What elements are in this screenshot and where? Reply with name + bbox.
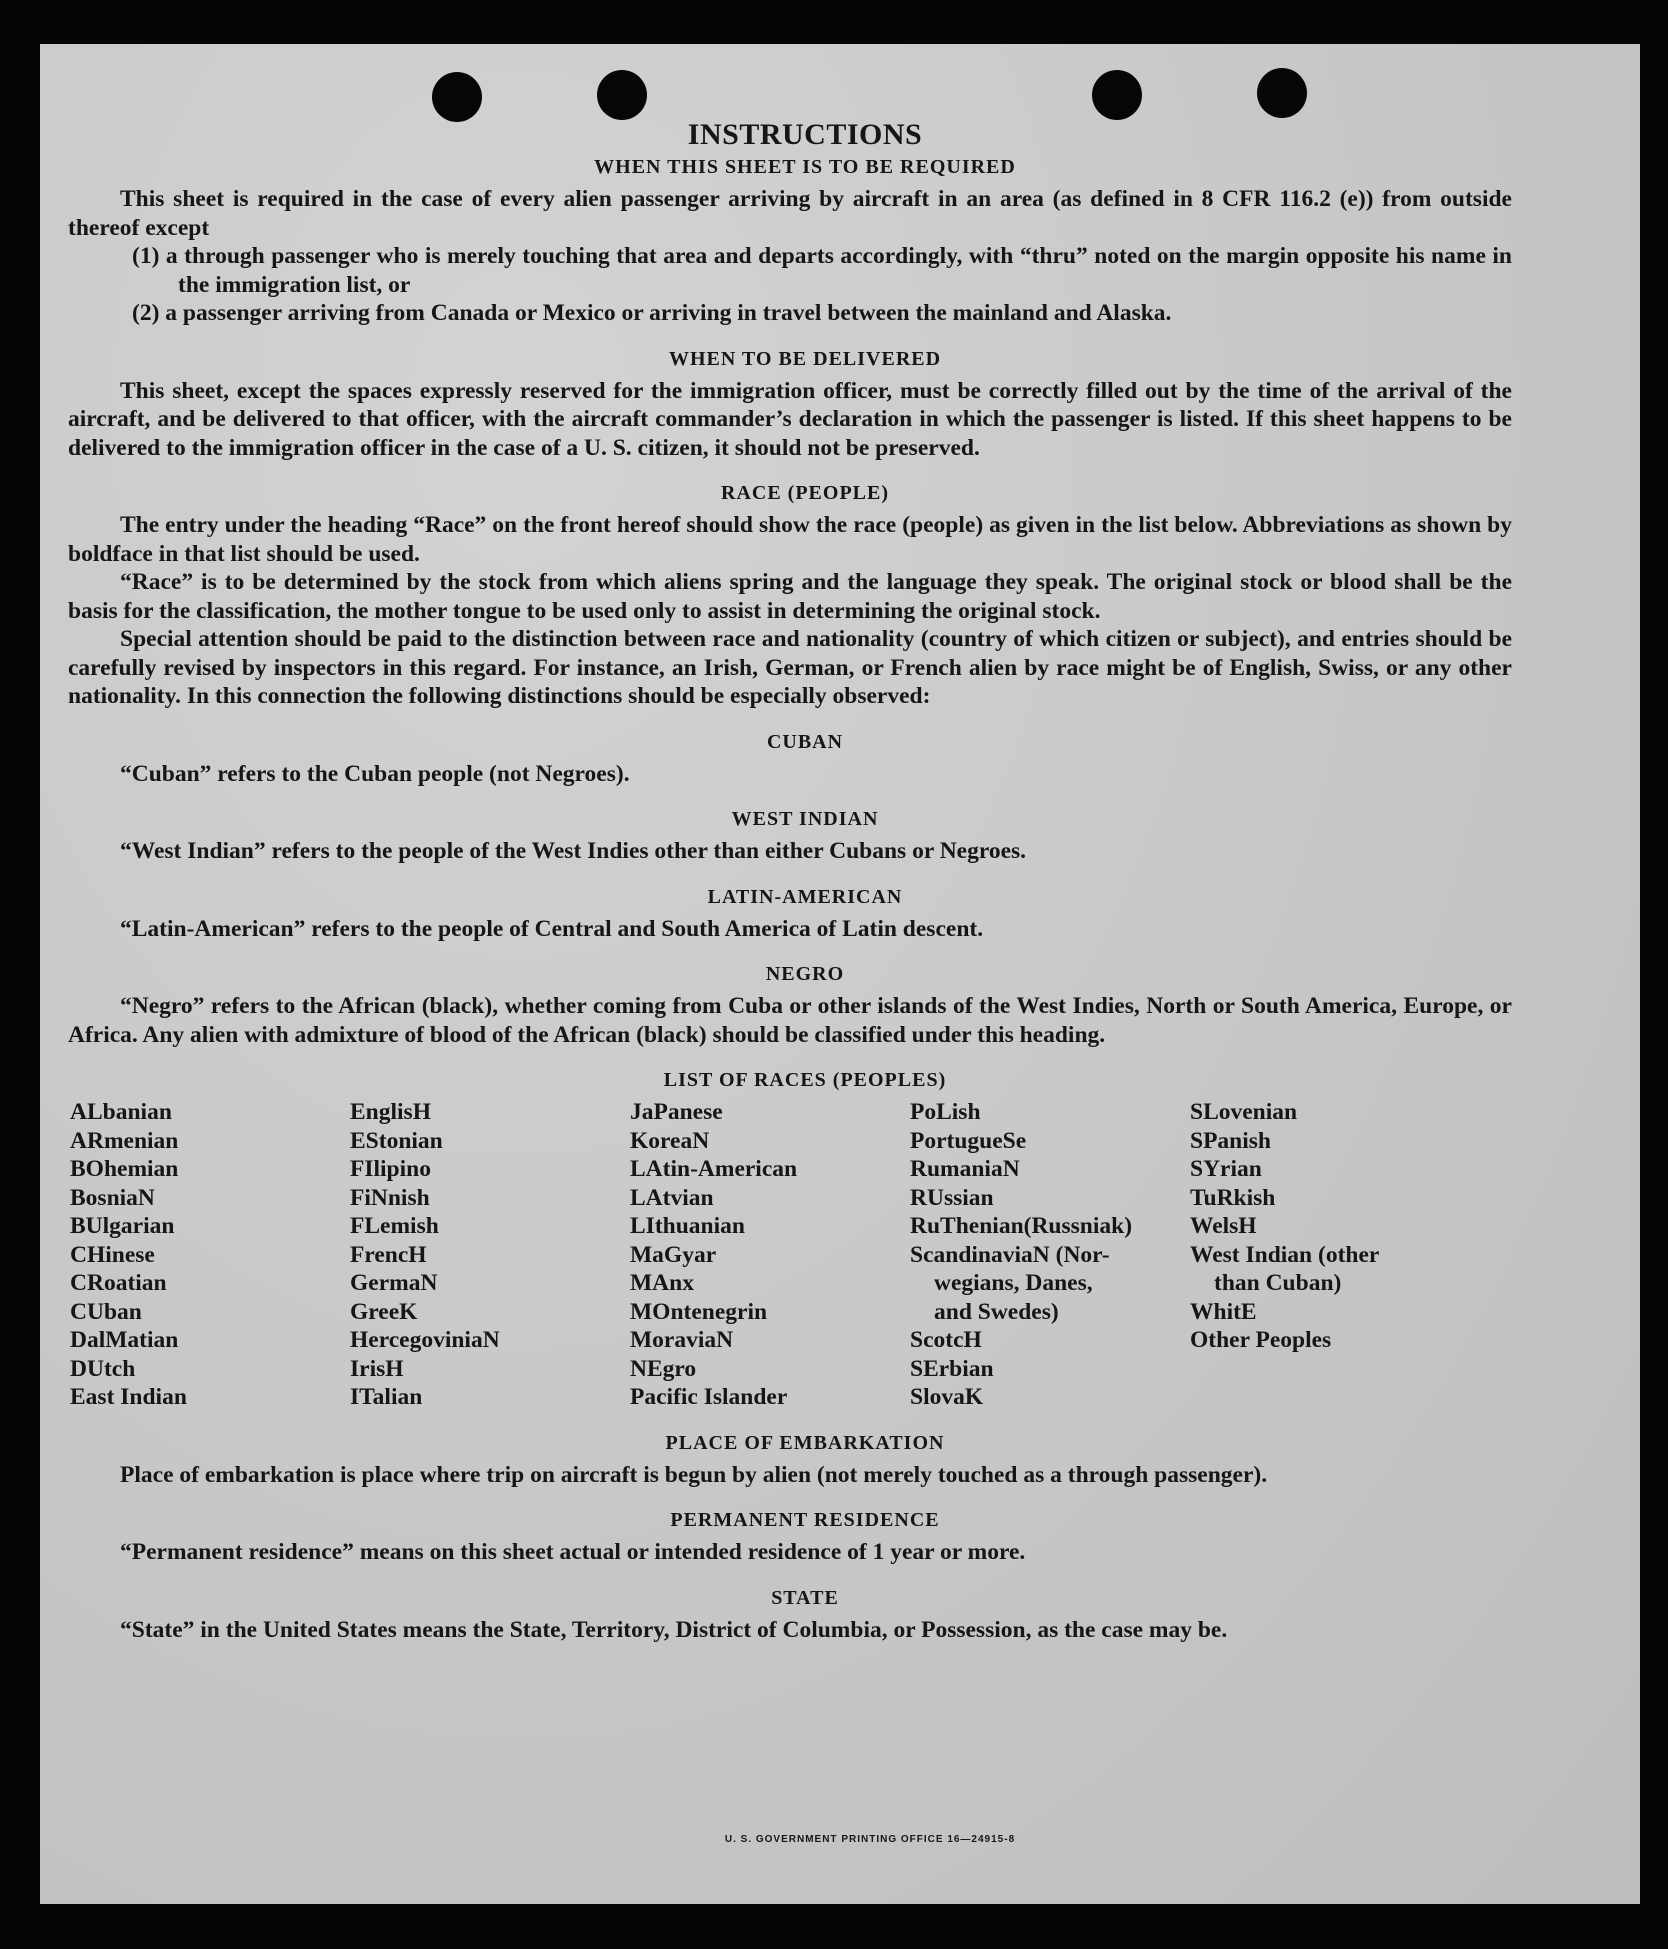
race-item: SPanish — [1190, 1127, 1271, 1154]
section-heading-race: RACE (PEOPLE) — [721, 482, 889, 504]
race-item: EnglisH — [350, 1099, 431, 1125]
section-heading-list-of-races: LIST OF RACES (PEOPLES) — [663, 1069, 947, 1091]
state-text: “State” in the United States means the State, Territory, District of Columbia, or Possession, as the case may be. — [120, 1616, 1228, 1643]
required-item-2: (2) a passenger arriving from Canada or Mexico or arriving in travel between the mainland and Alaska. — [132, 300, 1172, 326]
race-item: RUssian — [910, 1184, 994, 1211]
race-item: ScandinaviaN (Nor- — [910, 1241, 1110, 1268]
page-title: INSTRUCTIONS — [687, 118, 923, 151]
race-item: Other Peoples — [1190, 1327, 1332, 1353]
race-item: GreeK — [350, 1298, 418, 1325]
race-item: West Indian (other — [1190, 1241, 1380, 1268]
race-item: FrencH — [350, 1241, 427, 1268]
race-item: DUtch — [70, 1355, 136, 1382]
race-item: RumaniaN — [910, 1156, 1020, 1182]
race-item: BosniaN — [70, 1184, 155, 1211]
required-item-1: (1) a through passenger who is merely touching that area and departs accordingly, with “thru” noted on the margin opposite his name in the immigration list, or — [132, 243, 1512, 298]
section-heading-state: STATE — [771, 1586, 839, 1609]
negro-text: “Negro” refers to the African (black), whether coming from Cuba or other islands of the West Indies, North or South America, Europe, or Africa. Any alien with admixture of blood of the African (black) should be classified under this heading. — [68, 993, 1512, 1048]
embarkation-text: Place of embarkation is place where trip on aircraft is begun by alien (not merely touched as a through passenger). — [120, 1461, 1268, 1488]
section-heading-cuban: CUBAN — [766, 730, 844, 753]
delivered-text: This sheet, except the spaces expressly reserved for the immigration officer, must be correctly filled out by the time of the arrival of the aircraft, and be delivered to that officer, with the aircraft commander’s declaration in which the passenger is listed. If this sheet happens to be delivered to the immigration officer in the case of a U. S. citizen, it should not be preserved. — [68, 377, 1512, 461]
latin-american-text: “Latin-American” refers to the people of Central and South America of Latin descent. — [120, 915, 984, 942]
west-indian-text: “West Indian” refers to the people of the West Indies other than either Cubans or Negroes. — [120, 838, 1027, 864]
race-column-4 — [908, 1098, 1188, 1412]
race-item: SErbian — [910, 1355, 994, 1382]
race-item: FiNnish — [350, 1184, 430, 1211]
race-item: KoreaN — [630, 1127, 710, 1154]
race-column-2 — [348, 1098, 628, 1412]
race-item: GermaN — [350, 1270, 438, 1296]
race-item: SLovenian — [1190, 1099, 1298, 1125]
race-item: HercegoviniaN — [350, 1327, 500, 1353]
race-item: East Indian — [70, 1384, 187, 1410]
section-heading-required: WHEN THIS SHEET IS TO BE REQUIRED — [594, 156, 1016, 178]
race-item: NEgro — [630, 1355, 697, 1382]
race-item: WhitE — [1190, 1298, 1257, 1325]
race-column-1 — [68, 1098, 348, 1412]
punch-hole — [1257, 68, 1307, 118]
race-item: ITalian — [350, 1384, 423, 1410]
race-column-5 — [1188, 1098, 1468, 1412]
cuban-text: “Cuban” refers to the Cuban people (not Negroes). — [120, 760, 630, 787]
punch-hole — [1092, 70, 1142, 120]
race-item: LAtin-American — [630, 1156, 798, 1182]
race-item: BUlgarian — [70, 1213, 175, 1239]
race-paragraph-1: The entry under the heading “Race” on the front hereof should show the race (people) as given in the list below. Abbreviations as shown by boldface in that list should be used. — [68, 512, 1512, 567]
punch-hole — [432, 72, 482, 122]
race-item: ALbanian — [70, 1099, 172, 1125]
race-item: LAtvian — [630, 1184, 714, 1211]
race-paragraph-3: Special attention should be paid to the distinction between race and nationality (country of which citizen or subject), and entries should be carefully revised by inspectors in this regard. For instance, an Irish, German, or French alien by race might be of English, Swiss, or any other nationality. In this connection the following distinctions should be especially observed: — [68, 626, 1512, 709]
race-item: ARmenian — [70, 1127, 179, 1154]
race-list — [68, 1098, 1512, 1412]
document-page — [40, 44, 1640, 1904]
race-item: RuThenian(Russniak) — [910, 1213, 1133, 1239]
punch-hole — [597, 70, 647, 120]
race-item: MaGyar — [630, 1241, 717, 1268]
section-heading-latin-american: LATIN-AMERICAN — [707, 885, 903, 908]
race-item: FLemish — [350, 1213, 439, 1239]
race-item: than Cuban) — [1214, 1270, 1342, 1296]
printing-office-footer: U. S. GOVERNMENT PRINTING OFFICE 16—24915-8 — [724, 1834, 1016, 1845]
section-heading-embarkation: PLACE OF EMBARKATION — [665, 1431, 945, 1454]
section-heading-west-indian: WEST INDIAN — [731, 808, 879, 830]
race-item: BOhemian — [70, 1156, 179, 1182]
required-intro: This sheet is required in the case of every alien passenger arriving by aircraft in an area (as defined in 8 CFR 116.2 (e)) from outside thereof except — [68, 186, 1512, 241]
section-heading-negro: NEGRO — [765, 963, 845, 985]
race-item: ScotcH — [910, 1327, 982, 1353]
race-item: PoLish — [910, 1099, 981, 1125]
race-item: MoraviaN — [630, 1327, 734, 1353]
race-item: CUban — [70, 1298, 142, 1325]
section-heading-delivered: WHEN TO BE DELIVERED — [668, 347, 942, 370]
race-item: SYrian — [1190, 1156, 1262, 1182]
race-item: CRoatian — [70, 1270, 167, 1296]
race-item: Pacific Islander — [630, 1384, 788, 1410]
race-item: SlovaK — [910, 1384, 984, 1410]
race-item: CHinese — [70, 1241, 155, 1268]
race-item: EStonian — [350, 1127, 443, 1154]
race-item: MOntenegrin — [630, 1298, 768, 1325]
race-item: DalMatian — [70, 1327, 179, 1353]
race-item: and Swedes) — [934, 1298, 1059, 1325]
race-item: LIthuanian — [630, 1213, 745, 1239]
instructions-content — [68, 118, 1512, 1644]
residence-text: “Permanent residence” means on this sheet actual or intended residence of 1 year or more. — [120, 1539, 1026, 1565]
race-item: MAnx — [630, 1270, 694, 1296]
race-item: JaPanese — [630, 1099, 723, 1125]
race-item: wegians, Danes, — [934, 1270, 1093, 1296]
section-heading-residence: PERMANENT RESIDENCE — [670, 1509, 940, 1531]
race-item: WelsH — [1190, 1213, 1257, 1239]
race-item: TuRkish — [1190, 1184, 1276, 1211]
race-paragraph-2: “Race” is to be determined by the stock from which aliens spring and the language they speak. The original stock or blood shall be the basis for the classification, the mother tongue to be used only to assist in determining the original stock. — [68, 569, 1512, 624]
race-item: IrisH — [350, 1355, 404, 1382]
race-column-3 — [628, 1098, 908, 1412]
race-item: PortugueSe — [910, 1127, 1027, 1154]
race-item: FIlipino — [350, 1156, 431, 1182]
